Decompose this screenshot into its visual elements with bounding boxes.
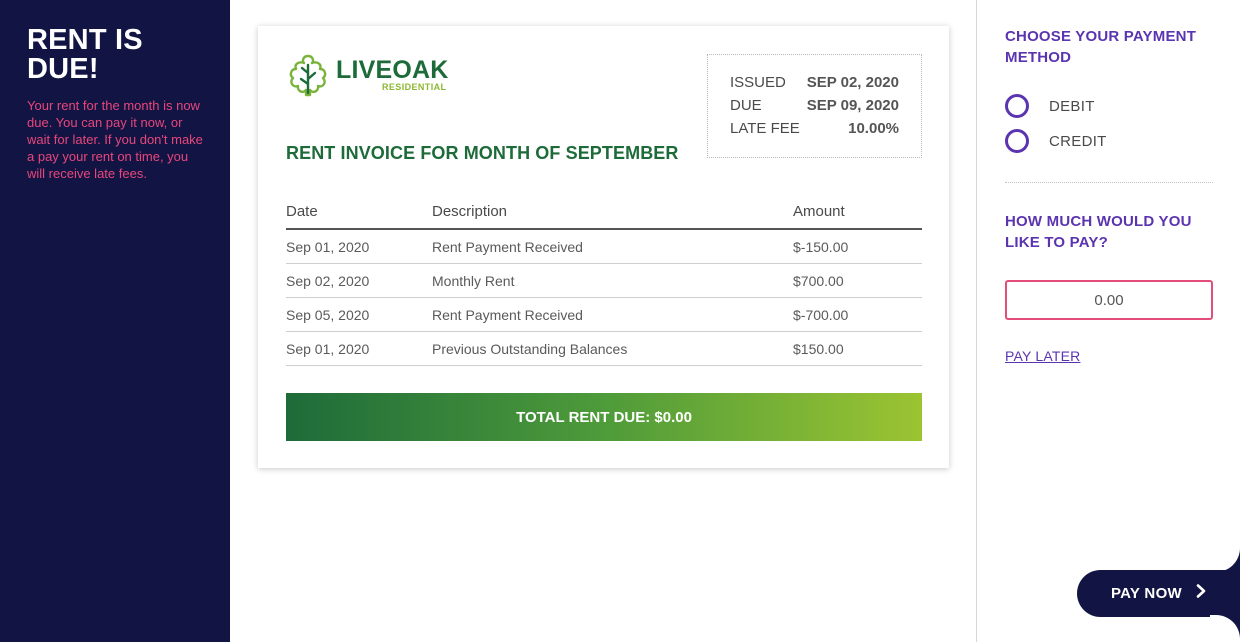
pay-now-container [1077, 547, 1240, 642]
total-rent-due-bar: TOTAL RENT DUE: $0.00 [286, 393, 922, 441]
company-logo [286, 53, 466, 99]
debit-radio[interactable] [1005, 94, 1029, 118]
cell-date: Sep 02, 2020 [286, 272, 370, 289]
oak-leaf-icon [286, 53, 330, 97]
info-label: ISSUED [730, 74, 786, 91]
table-row [286, 264, 922, 298]
pay-later-link[interactable]: PAY LATER [1005, 348, 1081, 364]
pay-now-corner-bottom [1210, 615, 1240, 642]
info-value: SEP 02, 2020 [806, 74, 899, 91]
column-header-amount: Amount [793, 203, 845, 220]
amount-heading: HOW MUCH WOULD YOU LIKE TO PAY? [1005, 213, 1192, 251]
main-area [230, 0, 976, 642]
table-row [286, 332, 922, 366]
cell-amount: $-700.00 [793, 306, 849, 323]
payment-amount-input[interactable] [1005, 280, 1213, 320]
column-header-description: Description [432, 203, 508, 220]
invoice-card [258, 26, 949, 468]
sidebar-title: RENT IS DUE! [27, 24, 143, 85]
chevron-right-icon [1196, 584, 1206, 603]
brand-subtitle: RESIDENTIAL [382, 82, 447, 92]
table-header [286, 203, 922, 230]
pay-now-label: PAY NOW [1110, 585, 1182, 602]
sidebar [0, 0, 230, 642]
info-label: DUE [730, 97, 762, 114]
radio-label-debit: DEBIT [1049, 97, 1095, 115]
info-row-issued [730, 71, 899, 94]
cell-amount: $700.00 [793, 272, 844, 289]
invoice-title: RENT INVOICE FOR MONTH OF SEPTEMBER [286, 143, 679, 163]
cell-description: Previous Outstanding Balances [432, 340, 628, 357]
pay-now-corner-top [1210, 547, 1240, 572]
cell-description: Rent Payment Received [432, 306, 583, 323]
table-row [286, 230, 922, 264]
cell-date: Sep 05, 2020 [286, 306, 370, 323]
payment-method-credit[interactable] [1005, 129, 1107, 153]
brand-name: LIVEOAK [336, 56, 449, 84]
info-row-late-fee [730, 117, 899, 140]
section-divider [1005, 182, 1213, 183]
cell-description: Monthly Rent [432, 272, 515, 289]
cell-amount: $150.00 [793, 340, 844, 357]
info-label: LATE FEE [730, 120, 800, 137]
cell-date: Sep 01, 2020 [286, 340, 370, 357]
info-value: 10.00% [848, 120, 899, 137]
info-row-due [730, 94, 899, 117]
column-header-date: Date [286, 203, 318, 220]
info-value: SEP 09, 2020 [806, 97, 899, 114]
invoice-table [286, 203, 922, 366]
table-row [286, 298, 922, 332]
credit-radio[interactable] [1005, 129, 1029, 153]
pay-now-button[interactable] [1077, 570, 1240, 617]
invoice-info-box [707, 54, 922, 158]
payment-method-heading: CHOOSE YOUR PAYMENT METHOD [1005, 28, 1197, 66]
radio-label-credit: CREDIT [1049, 132, 1107, 150]
cell-date: Sep 01, 2020 [286, 238, 370, 255]
payment-panel [976, 0, 1240, 642]
payment-method-debit[interactable] [1005, 94, 1095, 118]
sidebar-message: Your rent for the month is now due. You can pay it now, or wait for later. If you don't make a pay your rent on time, you will receive late fees. [27, 98, 203, 181]
cell-description: Rent Payment Received [432, 238, 583, 255]
cell-amount: $-150.00 [793, 238, 849, 255]
